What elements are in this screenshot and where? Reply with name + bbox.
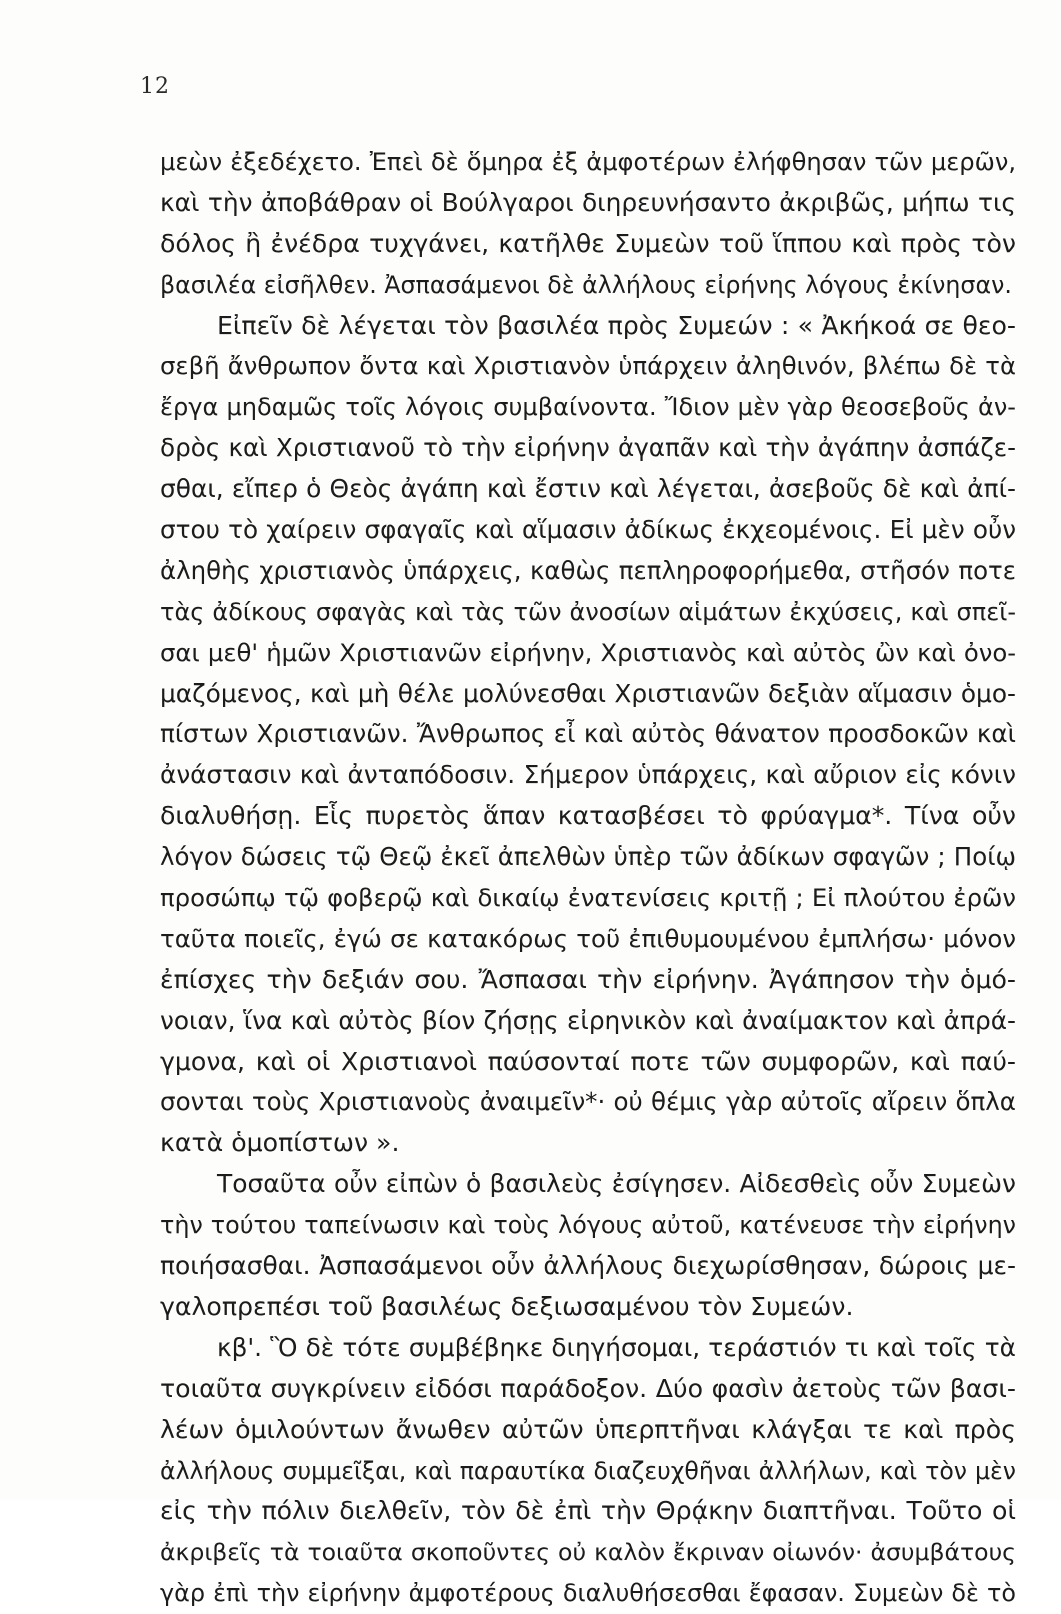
text-line: σεβῆ ἄνθρωπον ὄντα καὶ Χριστιανὸν ὑπάρχειν ἀληθινόν, βλέπω δὲ τὰ [160, 351, 1016, 381]
text-line: λόγον δώσεις τῷ Θεῷ ἐκεῖ ἀπελθὼν ὑπὲρ τῶν ἀδίκων σφαγῶν ; Ποίῳ [160, 842, 1016, 872]
text-line: ταῦτα ποιεῖς, ἐγώ σε κατακόρως τοῦ ἐπιθυμουμένου ἐμπλήσω· μόνον [160, 923, 1016, 953]
text-line: κατὰ ὁμοπίστων ». [160, 1128, 400, 1158]
text-line: μαζόμενος, καὶ μὴ θέλε μολύνεσθαι Χριστιανῶν δεξιὰν αἵμασιν ὁμο- [160, 678, 1016, 708]
text-line: μεὼν ἐξεδέχετο. Ἐπεὶ δὲ ὅμηρα ἐξ ἀμφοτέρων ἐλήφθησαν τῶν μερῶν, [160, 148, 1016, 176]
text-line: νοιαν, ἵνα καὶ αὐτὸς βίον ζήσῃς εἰρηνικὸν καὶ ἀναίμακτον καὶ ἀπρά- [160, 1005, 1016, 1035]
text-line: προσώπῳ τῷ φοβερῷ καὶ δικαίῳ ἐνατενίσεις κριτῇ ; Εἰ πλούτου ἐρῶν [160, 883, 1016, 913]
text-line: λέων ὁμιλούντων ἄνωθεν αὐτῶν ὑπερπτῆναι κλάγξαι τε καὶ πρὸς [160, 1414, 1016, 1444]
body-text [160, 142, 1016, 1614]
text-line: πίστων Χριστιανῶν. Ἄνθρωπος εἶ καὶ αὐτὸς θάνατον προσδοκῶν καὶ [160, 719, 1016, 749]
text-line: γμονα, καὶ οἱ Χριστιανοὶ παύσονταί ποτε τῶν συμφορῶν, καὶ παύ- [160, 1046, 1016, 1076]
text-line: τὴν τούτου ταπείνωσιν καὶ τοὺς λόγους αὐτοῦ, κατένευσε τὴν εἰρήνην [160, 1211, 1016, 1240]
text-line: ἔργα μηδαμῶς τοῖς λόγοις συμβαίνοντα. Ἴδιον μὲν γὰρ θεοσεβοῦς ἀν- [160, 393, 1016, 422]
text-line: δόλος ἢ ἐνέδρα τυχγάνει, κατῆλθε Συμεὼν τοῦ ἵππου καὶ πρὸς τὸν [160, 228, 1016, 258]
text-line: σονται τοὺς Χριστιανοὺς ἀναιμεῖν*· οὐ θέμις γὰρ αὐτοῖς αἴρειν ὅπλα [160, 1087, 1016, 1117]
text-line: τὰς ἀδίκους σφαγὰς καὶ τὰς τῶν ἀνοσίων αἱμάτων ἐκχύσεις, καὶ σπεῖ- [160, 597, 1016, 626]
text-line: ἀνάστασιν καὶ ἀνταπόδοσιν. Σήμερον ὑπάρχεις, καὶ αὔριον εἰς κόνιν [160, 760, 1016, 790]
text-line: ἐπίσχες τὴν δεξιάν σου. Ἄσπασαι τὴν εἰρήνην. Ἀγάπησον τὴν ὁμό- [160, 964, 1016, 994]
text-line: κβ'. Ὃ δὲ τότε συμβέβηκε διηγήσομαι, τεράστιόν τι καὶ τοῖς τὰ [217, 1332, 1016, 1362]
text-line: Εἰπεῖν δὲ λέγεται τὸν βασιλέα πρὸς Συμεών : « Ἀκήκοά σε θεο- [217, 310, 1016, 340]
text-line: ἀλλήλους συμμεῖξαι, καὶ παραυτίκα διαζευχθῆναι ἀλλήλων, καὶ τὸν μὲν [160, 1456, 1016, 1485]
text-line: σαι μεθ' ἡμῶν Χριστιανῶν εἰρήνην, Χριστιανὸς καὶ αὐτὸς ὢν καὶ ὀνο- [160, 637, 1016, 667]
text-line: σθαι, εἴπερ ὁ Θεὸς ἀγάπη καὶ ἔστιν καὶ λέγεται, ἀσεβοῦς δὲ καὶ ἀπί- [160, 474, 1016, 504]
text-line: ἀκριβεῖς τὰ τοιαῦτα σκοποῦντες οὐ καλὸν ἔκριναν οἰωνόν· ἀσυμβάτους [160, 1538, 1016, 1567]
text-line: ἀληθὴς χριστιανὸς ὑπάρχεις, καθὼς πεπληροφορήμεθα, στῆσόν ποτε [160, 555, 1016, 585]
text-line: δρὸς καὶ Χριστιανοῦ τὸ τὴν εἰρήνην ἀγαπᾶν καὶ τὴν ἀγάπην ἀσπάζε- [160, 433, 1016, 463]
text-line: ποιήσασθαι. Ἀσπασάμενοι οὖν ἀλλήλους διεχωρίσθησαν, δώροις με- [160, 1251, 1016, 1281]
text-line: βασιλέα εἰσῆλθεν. Ἀσπασάμενοι δὲ ἀλλήλους εἰρήνης λόγους ἐκίνησαν. [160, 270, 1012, 299]
text-line: εἰς τὴν πόλιν διελθεῖν, τὸν δὲ ἐπὶ τὴν Θρᾴκην διαπτῆναι. Τοῦτο οἱ [160, 1496, 1016, 1526]
text-line: Τοσαῦτα οὖν εἰπὼν ὁ βασιλεὺς ἐσίγησεν. Αἰδεσθεὶς οὖν Συμεὼν [217, 1169, 1016, 1199]
text-line: διαλυθήσῃ. Εἷς πυρετὸς ἅπαν κατασβέσει τὸ φρύαγμα*. Τίνα οὖν [160, 801, 1016, 831]
text-line: τοιαῦτα συγκρίνειν εἰδόσι παράδοξον. Δύο φασὶν ἀετοὺς τῶν βασι- [160, 1373, 1016, 1403]
text-line: στου τὸ χαίρειν σφαγαῖς καὶ αἵμασιν ἀδίκως ἐκχεομένοις. Εἰ μὲν οὖν [160, 515, 1016, 545]
text-line: καὶ τὴν ἀποβάθραν οἱ Βούλγαροι διηρευνήσαντο ἀκριβῶς, μήπω τις [160, 187, 1016, 217]
text-line: γὰρ ἐπὶ τὴν εἰρήνην ἀμφοτέρους διαλυθήσεσθαι ἔφασαν. Συμεὼν δὲ τὸ [160, 1579, 1016, 1608]
text-line: γαλοπρεπέσι τοῦ βασιλέως δεξιωσαμένου τὸν Συμεών. [160, 1291, 854, 1321]
page-number: 12 [140, 74, 170, 99]
